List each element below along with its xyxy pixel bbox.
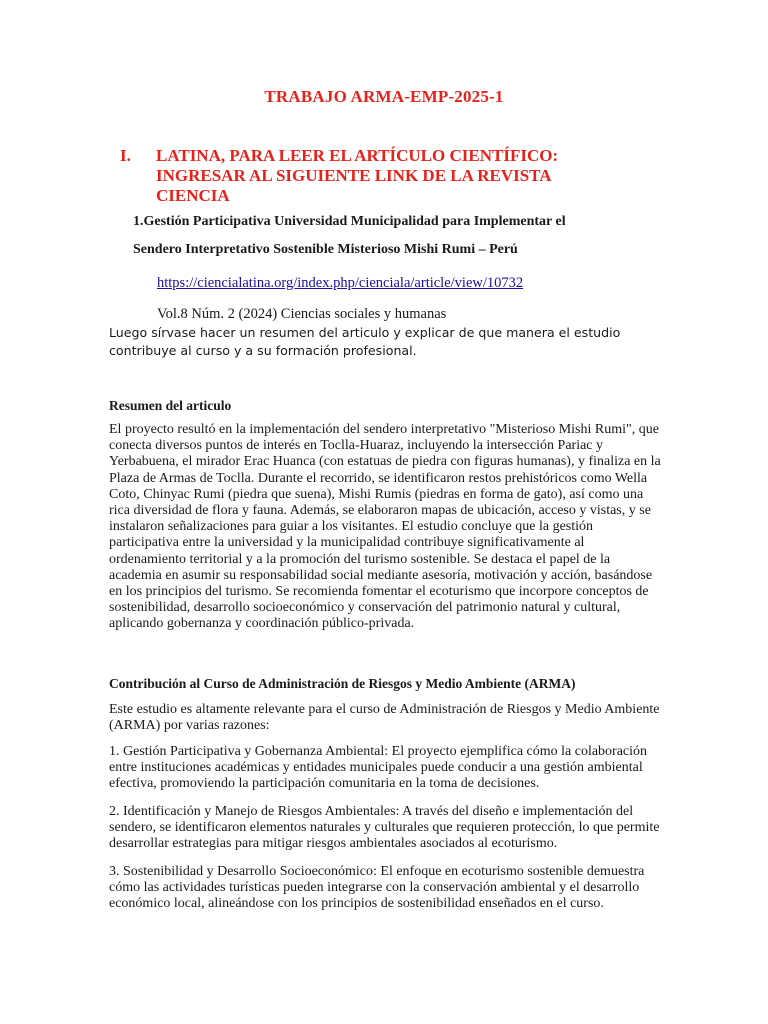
instruction-text: Luego sírvase hacer un resumen del articulo y explicar de que manera el estudio contribuye al curso y a su formación profesional.: [109, 325, 621, 358]
section-heading-text: LATINA, PARA LEER EL ARTÍCULO CIENTÍFICO: INGRESAR AL SIGUIENTE LINK DE LA REVISTA CIENCIA: [156, 146, 559, 205]
section-number: I.: [120, 146, 131, 165]
section-heading: [120, 146, 620, 206]
contribution-item-1: 1. Gestión Participativa y Gobernanza Ambiental: El proyecto ejemplifica cómo la colaboración entre instituciones académicas y entidades municipales puede conducir a una gestión ambiental efectiva, promoviendo la participación comunitaria en la toma de decisiones.: [109, 744, 648, 792]
article-title-line-1: 1.Gestión Participativa Universidad Municipalidad para Implementar el: [133, 214, 566, 229]
document-title: TRABAJO ARMA-EMP-2025-1: [264, 87, 504, 106]
summary-paragraph: El proyecto resultó en la implementación del sendero interpretativo "Misterioso Mishi Rumi", que conecta diversos puntos de interés en Toclla-Huaraz, incluyendo la intersección Pariac y Yerbabuena, el mirador Erac Huanca (con estatuas de piedra con figuras humanas), y finaliza en la Plaza de Armas de Toclla. Durante el recorrido, se identificaron restos prehistóricos como Wella Coto, Chinyac Rumi (piedra que suena), Mishi Rumis (piedras en forma de gato), así como una rica diversidad de flora y fauna. Además, se elaboraron mapas de ubicación, acceso y vistas, y se instalaron señalizaciones para guiar a los visitantes. El estudio concluye que la gestión participativa entre la universidad y la municipalidad contribuye significativamente al ordenamiento territorial y a la promoción del turismo sostenible. Se destaca el papel de la academia en asumir su responsabilidad social mediante asesoría, motivación y acción, basándose en los principios del turismo. Se recomienda fomentar el ecoturismo que incorpore conceptos de sostenibilidad, desarrollo socioeconómico y conservación del patrimonio natural y cultural, aplicando gobernanza y coordinación público-privada.: [109, 422, 661, 632]
contribution-heading: Contribución al Curso de Administración de Riesgos y Medio Ambiente (ARMA): [109, 676, 576, 691]
contribution-item-3: 3. Sostenibilidad y Desarrollo Socioeconómico: El enfoque en ecoturismo sostenible demuestra cómo las actividades turísticas pueden integrarse con la conservación ambiental y el desarrollo económico local, alineándose con los principios de sostenibilidad enseñados en el curso.: [109, 864, 645, 912]
article-volume: Vol.8 Núm. 2 (2024) Ciencias sociales y humanas: [157, 306, 447, 322]
article-link[interactable]: https://ciencialatina.org/index.php/cienciala/article/view/10732: [157, 275, 524, 291]
contribution-item-2: 2. Identificación y Manejo de Riesgos Ambientales: A través del diseño e implementación del sendero, se identificaron elementos naturales y culturales que requieren protección, lo que permite desarrollar estrategias para mitigar riesgos ambientales asociados al ecoturismo.: [109, 804, 660, 852]
article-title-line-2: Sendero Interpretativo Sostenible Misterioso Mishi Rumi – Perú: [133, 242, 518, 257]
summary-heading: Resumen del articulo: [109, 398, 232, 413]
contribution-intro: Este estudio es altamente relevante para el curso de Administración de Riesgos y Medio Ambiente (ARMA) por varias razones:: [109, 702, 660, 734]
